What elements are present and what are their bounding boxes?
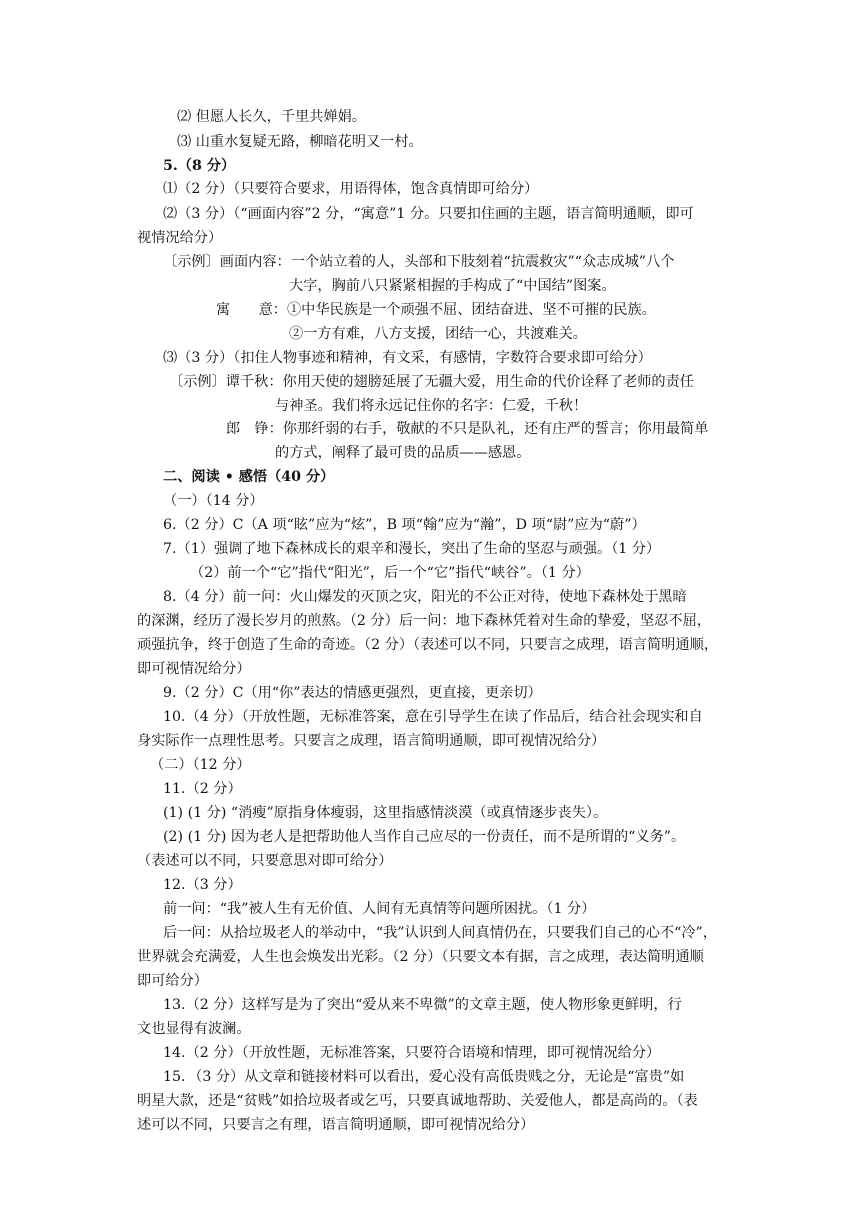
text-line: （表述可以不同，只要意思对即可给分）	[137, 853, 393, 869]
text-line: 郎 铮：你那纤弱的右手，敬献的不只是队礼，还有庄严的誓言；你用最简单	[226, 421, 709, 437]
subsection-heading: （二）（12 分）	[150, 757, 251, 773]
text-line: 前一问：“我”被人生有无价值、人间有无真情等问题所困扰。（1 分）	[163, 901, 596, 917]
text-line: ⑵ 但愿人长久，千里共婵娟。	[177, 109, 366, 125]
section-heading: 二、阅读 • 感悟（40 分）	[163, 469, 335, 485]
text-line: 与神圣。我们将永远记住你的名字：仁爱，千秋！	[275, 398, 588, 414]
text-line: 后一问：从拾垃圾老人的举动中，“我”认识到人间真情仍在，只要我们自己的心不“冷”，	[163, 925, 717, 941]
text-line: ⑶（3 分）（扣住人物事迹和精神，有文采，有感情，字数符合要求即可给分）	[163, 350, 652, 366]
text-line: 8.（4 分）前一问：火山爆发的灭顶之灾，阳光的不公正对待，使地下森林处于黑暗	[163, 589, 687, 605]
text-line: 7.（1）强调了地下森林成长的艰辛和漫长，突出了生命的坚忍与顽强。（1 分）	[163, 541, 661, 557]
text-line: ②一方有难，八方支援，团结一心，共渡难关。	[289, 326, 587, 342]
text-line: 即可给分）	[137, 973, 208, 989]
text-line: 的深渊，经历了漫长岁月的煎熬。（2 分）后一问：地下森林凭着对生命的挚爱，坚忍不屈，	[137, 613, 711, 629]
text-line: ⑶ 山重水复疑无路，柳暗花明又一村。	[177, 134, 423, 150]
text-line: 顽强抗争，终于创造了生命的奇迹。（2 分）（表述可以不同，只要言之成理，语言简明通顺，	[137, 637, 719, 653]
text-line: 15．（3 分）从文章和链接材料可以看出，爱心没有高低贵贱之分，无论是“富贵”如	[163, 1069, 685, 1085]
text-line: 寓 意：①中华民族是一个顽强不屈、团结奋进、坚不可摧的民族。	[216, 302, 656, 318]
text-line: （2）前一个“它”指代“阳光”，后一个“它”指代“峡谷”。（1 分）	[190, 565, 590, 581]
text-line: 身实际作一点理性思考。只要言之成理，语言简明通顺，即可视情况给分）	[137, 733, 606, 749]
text-line: 13.（2 分）这样写是为了突出“爱从来不卑微”的文章主题，使人物形象更鲜明，行	[163, 997, 682, 1013]
text-line: 明星大款，还是“贫贱”如拾垃圾者或乞丐，只要真诚地帮助、关爱他人，都是高尚的。（表	[137, 1093, 698, 1109]
text-line: 述可以不同，只要言之有理，语言简明通顺，即可视情况给分）	[137, 1117, 535, 1133]
text-line: 9.（2 分）C（用“你”表达的情感更强烈，更直接，更亲切）	[163, 685, 542, 701]
text-line: 11.（2 分）	[163, 781, 242, 797]
subsection-heading: （一）（14 分）	[163, 493, 264, 509]
text-line: 〔示例〕谭千秋：你用天使的翅膀延展了无疆大爱，用生命的代价诠释了老师的责任	[169, 374, 694, 390]
text-line: 大字，胸前八只紧紧相握的手构成了“中国结”图案。	[289, 278, 616, 294]
text-line: ⑵（3 分）（“画面内容”2 分，“寓意”1 分。只要扣住画的主题，语言简明通顺，即可	[163, 206, 694, 222]
text-line: ⑴（2 分）（只要符合要求，用语得体，饱含真情即可给分）	[163, 181, 539, 197]
text-line: 的方式，阐释了最可贵的品质——感恩。	[275, 445, 531, 461]
text-line: (1) (1 分) “消瘦”原指身体瘦弱，这里指感情淡漠（或真情逐步丧失）。	[163, 805, 608, 821]
text-line: 14.（2 分）（开放性题，无标准答案，只要符合语境和情理，即可视情况给分）	[163, 1045, 661, 1061]
text-line: (2) (1 分) 因为老人是把帮助他人当作自己应尽的一份责任，而不是所谓的“义务”。	[163, 829, 686, 845]
text-line: 12.（3 分）	[163, 877, 242, 893]
text-line: 6.（2 分）C（A 项“眩”应为“炫”，B 项“翰”应为“瀚”，D 项“尉”应为“蔚”）	[163, 517, 646, 533]
text-line: 即可视情况给分）	[137, 661, 251, 677]
text-line: 视情况给分）	[137, 230, 223, 246]
text-line: 世界就会充满爱，人生也会焕发出光彩。（2 分）（只要文本有据，言之成理，表达简明通顺	[137, 949, 704, 965]
text-line: 文也显得有波澜。	[137, 1021, 251, 1037]
question-number: 5.（8 分）	[163, 158, 236, 174]
text-line: 〔示例〕画面内容：一个站立着的人，头部和下肢刻着“抗震救灾”“众志成城”八个	[163, 254, 675, 270]
text-line: 10.（4 分）（开放性题，无标准答案，意在引导学生在读了作品后，结合社会现实和自	[163, 709, 703, 725]
